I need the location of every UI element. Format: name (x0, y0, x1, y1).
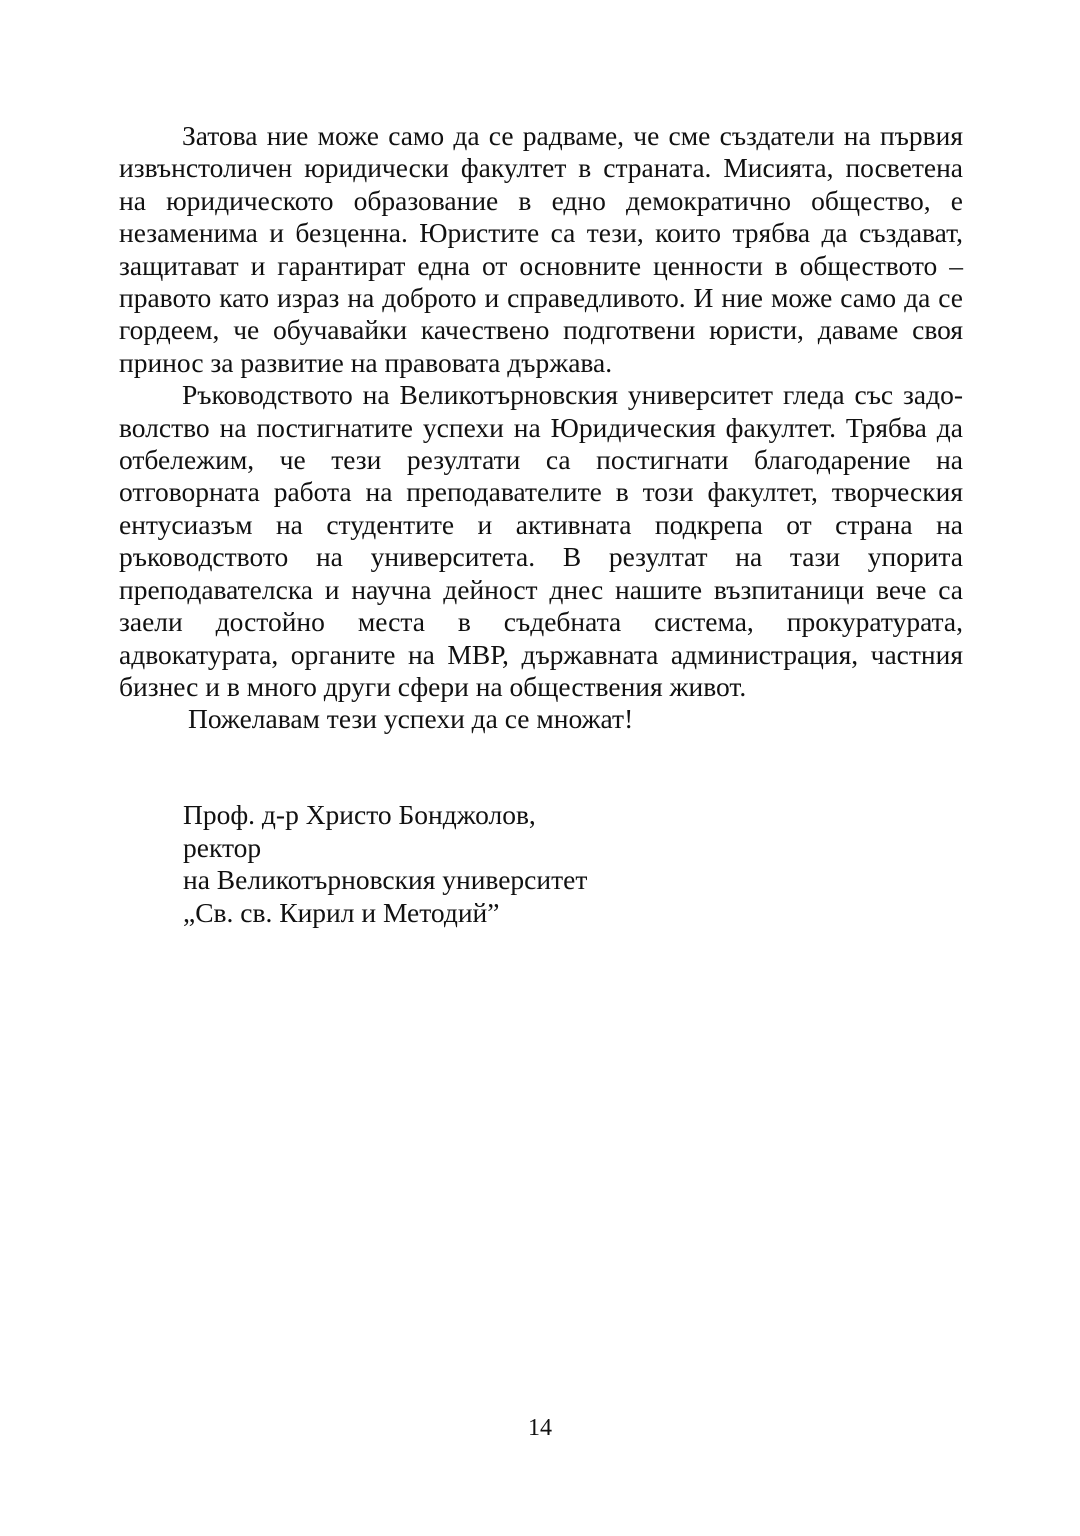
paragraph-1: Затова ние може само да се радваме, че сме създатели на първия извънстоличен юридически факултет в страната. Мисията, посветена на юридическото образование в едно демократично общество, е незаменима и безценна. Юристите са тези, които трябва да създават, защитават и гарантират една от основните ценности в обществото – правото като израз на доброто и справедливото. И ние може само да се гордеем, че обучавайки качествено подготвени юристи, даваме своя принос за развитие на правовата държава. (119, 120, 963, 378)
signature-block (183, 799, 783, 929)
signature-position: ректор (183, 831, 262, 863)
signature-institution: на Великотърновския университет (183, 864, 588, 896)
signature-university-name: „Св. св. Кирил и Методий” (183, 896, 500, 928)
signature-name: Проф. д-р Христо Бонджолов, (183, 799, 536, 830)
page-number: 14 (528, 1415, 552, 1441)
body-text (119, 120, 963, 736)
paragraph-3: Пожелавам тези успехи да се множат! (188, 703, 634, 735)
paragraph-2: Ръководството на Великотърновския университет гледа със задоволство на постигнатите успехи на Юридическия факултет. Трябва да отбележим, че тези резултати са постигнати благодарение на отговорната работа на преподавателите в този факултет, творческия ентусиазъм на студентите и активната подкрепа от страна на ръководството на университета. В резултат на тази упорита преподавателска и научна дейност днес нашите възпитаници вече са заели достойно места в съдебната система, прокуратурата, адвокатурата, органите на МВР, държавната администрация, частния бизнес и в много други сфери на обществения живот. (119, 379, 963, 702)
